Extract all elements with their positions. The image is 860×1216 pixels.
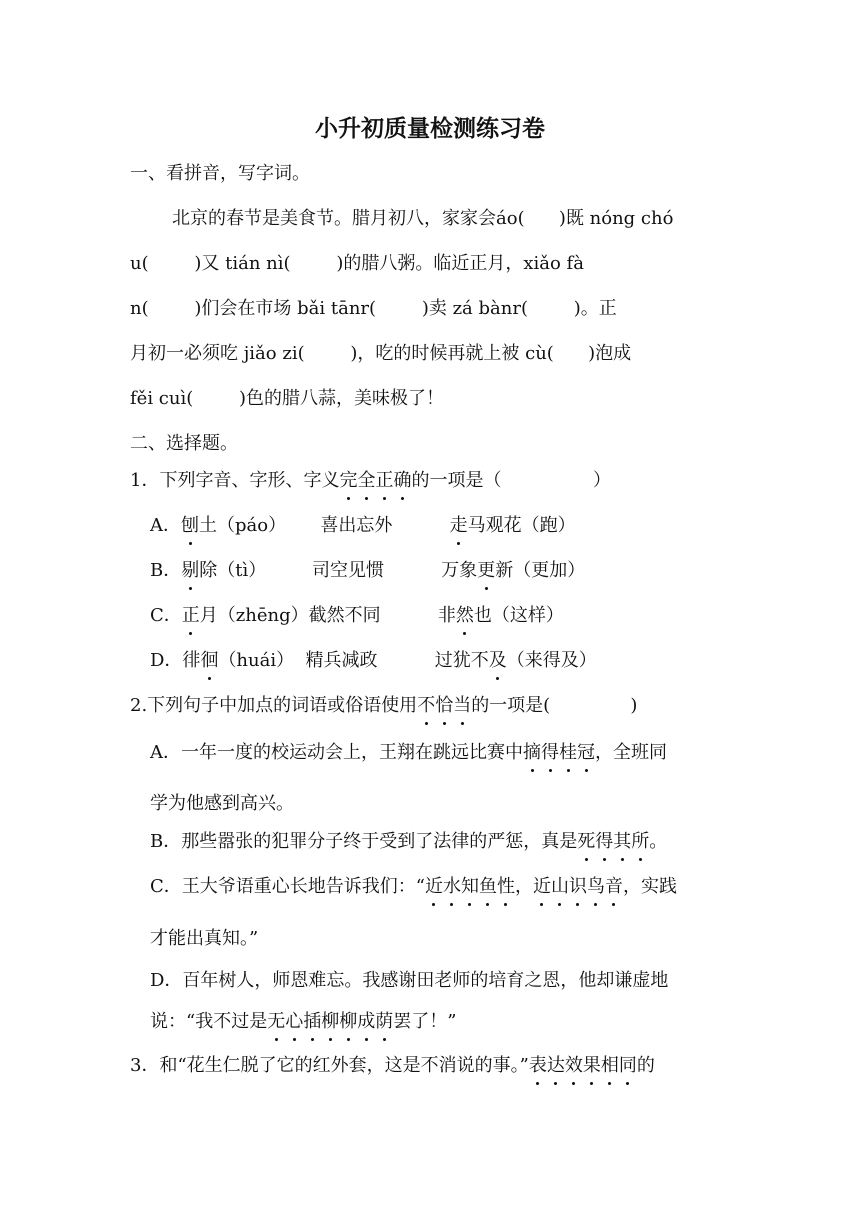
- emphasis-dot: 表: [528, 1055, 547, 1076]
- emphasis-dotted: [529, 1055, 637, 1076]
- emphasis-dotted: [425, 876, 515, 897]
- emphasis-dotted: [523, 742, 595, 763]
- emphasis-dot: 冠: [577, 742, 595, 763]
- emphasis-dot: 山: [550, 876, 569, 897]
- emphasis-dot: 柳: [321, 1011, 340, 1032]
- q2-option-a-cont: 学为他感到高兴。: [150, 793, 294, 814]
- emphasis-dot: 知: [460, 876, 479, 897]
- question-2: 2.下列句子中加点的词语或俗语使用不恰当的一项是( ): [130, 695, 638, 716]
- emphasis-dot: 效: [564, 1055, 583, 1076]
- emphasis-dot: 心: [285, 1011, 304, 1032]
- section1-line-2: u( )又 tián nì( )的腊八粥。临近正月，xiǎo fà: [130, 253, 584, 274]
- emphasis-dot: 近: [424, 876, 443, 897]
- emphasis-dotted: [267, 1011, 393, 1032]
- emphasis-dotted: [417, 695, 471, 716]
- question-1: 1．下列字音、字形、字义完全正确的一项是（ ）: [130, 470, 611, 491]
- q1-option-b: B．剔除（tì） 司空见惯 万象更新（更加）: [150, 560, 586, 581]
- emphasis-dot: 更: [477, 560, 496, 581]
- emphasis-dot: 所: [631, 831, 650, 852]
- emphasis-dot: 当: [453, 695, 472, 716]
- emphasis-dot: 果: [582, 1055, 601, 1076]
- emphasis-dot: 刨: [181, 515, 199, 536]
- q1-option-c: C．正月（zhēng）截然不同 非然也（这样）: [150, 605, 564, 626]
- emphasis-dot: 不: [417, 695, 436, 716]
- emphasis-dot: 剔: [181, 560, 200, 581]
- emphasis-dot: 柳: [339, 1011, 358, 1032]
- section1-heading: 一、看拼音，写字词。: [130, 163, 310, 184]
- emphasis-dotted: [577, 831, 649, 852]
- q1-option-d: D．徘徊（huái） 精兵减政 过犹不及（来得及）: [150, 650, 597, 671]
- emphasis-dotted: [533, 876, 623, 897]
- emphasis-dotted: [339, 470, 411, 491]
- emphasis-dot: 摘: [523, 742, 541, 763]
- emphasis-dot: 然: [455, 605, 474, 626]
- emphasis-dot: 性: [496, 876, 515, 897]
- emphasis-dot: 相: [600, 1055, 619, 1076]
- q2-option-a: A．一年一度的校运动会上，王翔在跳远比赛中摘得桂冠，全班同: [150, 742, 667, 763]
- section1-line-1: 北京的春节是美食节。腊月初八，家家会áo( )既 nóng chó: [172, 208, 674, 229]
- emphasis-dot: 识: [568, 876, 587, 897]
- q2-option-c: C．王大爷语重心长地告诉我们：“近水知鱼性，近山识鸟音，实践: [150, 876, 677, 897]
- emphasis-dot: 鸟: [586, 876, 605, 897]
- emphasis-dot: 桂: [559, 742, 577, 763]
- section1-line-4: 月初一必须吃 jiǎo zi( )，吃的时候再就上被 cù( )泡成: [130, 343, 632, 364]
- emphasis-dot: 确: [393, 470, 412, 491]
- emphasis-dot: 走: [449, 515, 468, 536]
- emphasis-dot: 完: [339, 470, 358, 491]
- section1-line-5: fěi cuì( )色的腊八蒜，美味极了！: [130, 388, 445, 409]
- emphasis-dot: 达: [546, 1055, 565, 1076]
- emphasis-dot: 同: [618, 1055, 637, 1076]
- q2-option-d: D．百年树人，师恩难忘。我感谢田老师的培育之恩，他却谦虚地: [150, 970, 669, 991]
- emphasis-dot: 徊: [200, 650, 219, 671]
- emphasis-dot: 插: [303, 1011, 322, 1032]
- emphasis-dot: 水: [442, 876, 461, 897]
- emphasis-dot: 正: [375, 470, 394, 491]
- q2-option-b: B．那些嚣张的犯罪分子终于受到了法律的严惩，真是死得其所。: [150, 831, 668, 852]
- emphasis-dot: 得: [541, 742, 559, 763]
- emphasis-dot: 近: [532, 876, 551, 897]
- emphasis-dot: 正: [181, 605, 200, 626]
- q1-option-a: A．刨土（páo） 喜出忘外 走马观花（跑）: [150, 515, 576, 536]
- question-3: 3．和“花生仁脱了它的红外套，这是不消说的事。”表达效果相同的: [130, 1055, 655, 1076]
- emphasis-dot: 得: [595, 831, 614, 852]
- emphasis-dot: 其: [613, 831, 632, 852]
- emphasis-dot: 全: [357, 470, 376, 491]
- emphasis-dot: 鱼: [478, 876, 497, 897]
- emphasis-dot: 死: [577, 831, 596, 852]
- emphasis-dot: 音: [604, 876, 623, 897]
- emphasis-dot: 及: [488, 650, 507, 671]
- section2-heading: 二、选择题。: [130, 433, 238, 454]
- q2-option-c-cont: 才能出真知。”: [150, 928, 259, 949]
- emphasis-dot: 无: [267, 1011, 286, 1032]
- section1-line-3: n( )们会在市场 bǎi tānr( )卖 zá bànr( )。正: [130, 298, 617, 319]
- emphasis-dot: 成: [357, 1011, 376, 1032]
- emphasis-dot: 恰: [435, 695, 454, 716]
- q2-option-d-cont: 说：“我不过是无心插柳柳成荫罢了！”: [150, 1011, 457, 1032]
- emphasis-dot: 荫: [375, 1011, 394, 1032]
- page-title: 小升初质量检测练习卷: [315, 115, 545, 142]
